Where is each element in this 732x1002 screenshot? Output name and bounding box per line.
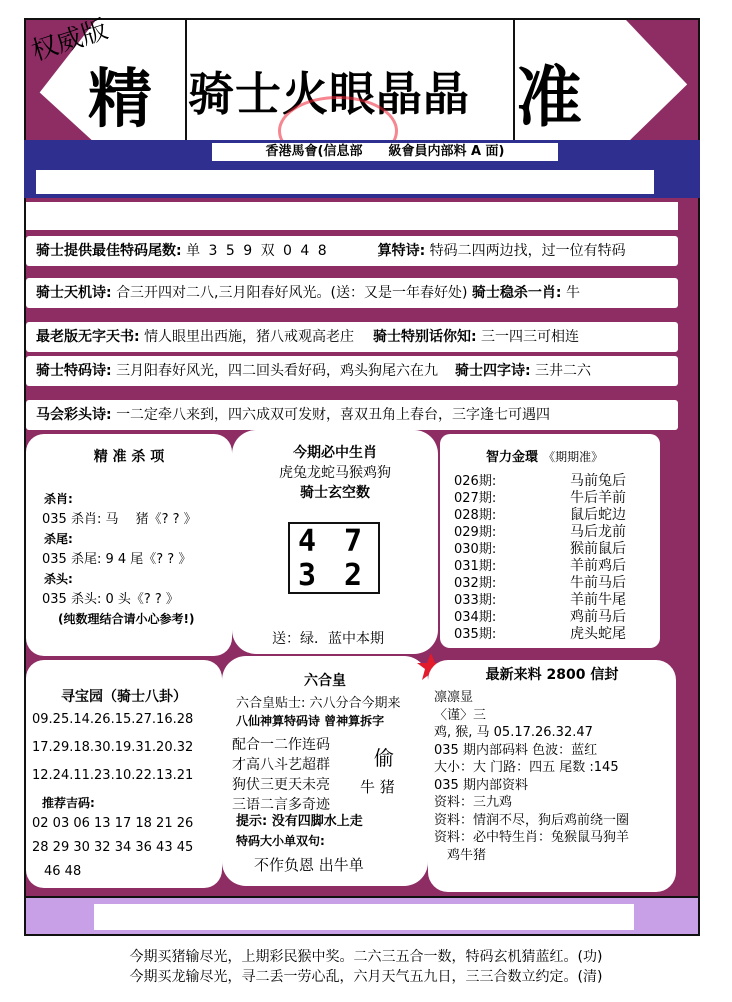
golden-period: 035期: bbox=[454, 627, 497, 642]
kill-zodiac-label: 杀肖: bbox=[44, 492, 73, 506]
title-left-char: 精 bbox=[88, 62, 152, 137]
row-label-2: 骑士四字诗: bbox=[454, 363, 531, 379]
latest-line: 资料：情润不尽，狗后鸡前绕一圈 bbox=[434, 812, 630, 828]
row-jockey-club-poem bbox=[26, 400, 678, 430]
size-value: 不作负恩 出牛单 bbox=[254, 856, 364, 874]
golden-value: 羊前牛尾 bbox=[570, 592, 626, 608]
golden-period: 034期: bbox=[454, 610, 497, 625]
golden-period: 030期: bbox=[454, 542, 497, 557]
six-title: 六合皇 bbox=[304, 673, 346, 689]
kill-tail-value: 035 杀尾: 9 4 尾《? ? 》 bbox=[42, 552, 192, 567]
latest-line: 035 期内部码料 色波：蓝红 bbox=[434, 742, 598, 758]
golden-value: 马后龙前 bbox=[570, 524, 626, 540]
row-wordless-book bbox=[26, 322, 678, 352]
latest-title: 最新来料 2800 信封 bbox=[485, 667, 619, 683]
title-right-char: 准 bbox=[516, 58, 582, 136]
row-value-2: 牛 bbox=[565, 285, 580, 301]
split-char-answer: 牛 猪 bbox=[360, 778, 395, 796]
row-label-2: 算特诗: bbox=[377, 243, 426, 259]
must-title: 今期必中生肖 bbox=[293, 445, 377, 461]
must-sub: 骑士玄空数 bbox=[300, 485, 370, 501]
row-value: 一二定牵八来到，四六成双可发财，喜双丑角上春台，三字逢七可遇四 bbox=[116, 407, 551, 423]
golden-period: 032期: bbox=[454, 576, 497, 591]
golden-title-row bbox=[486, 446, 603, 465]
golden-value: 虎头蛇尾 bbox=[570, 626, 626, 642]
golden-value: 牛后羊前 bbox=[570, 490, 626, 506]
latest-line: 资料：必中特生肖：兔猴鼠马狗羊 bbox=[434, 830, 630, 845]
golden-ring-panel bbox=[440, 434, 660, 648]
footer-line: 今期买猪输尽光，上期彩民猴中奖。二六三五合一数，特码玄机猜蓝红。(功) bbox=[129, 949, 603, 965]
row-label: 骑士提供最佳特码尾数: bbox=[36, 243, 182, 259]
six-harmony-panel bbox=[222, 656, 428, 886]
row-heaven-poem bbox=[26, 278, 678, 308]
latest-line: 大小：大 门路：四五 尾数 :145 bbox=[434, 760, 619, 775]
badge-authoritative: 权威版 bbox=[28, 14, 112, 68]
treasure-row: 12.24.11.23.10.22.13.21 bbox=[32, 768, 194, 783]
size-label: 特码大小单双句: bbox=[236, 834, 325, 848]
mystic-digit: 4 bbox=[298, 524, 317, 559]
treasure-panel bbox=[26, 660, 222, 888]
golden-period: 028期: bbox=[454, 508, 497, 523]
golden-period: 026期: bbox=[454, 474, 497, 489]
row-value-2: 三井二六 bbox=[535, 363, 592, 379]
golden-period: 029期: bbox=[454, 525, 497, 540]
golden-value: 猴前鼠后 bbox=[570, 541, 626, 557]
six-eight-immortals: 八仙神算特码诗 曾神算拆字 bbox=[236, 714, 385, 728]
row-value-2: 特码二四两边找，过一位有特码 bbox=[429, 243, 626, 259]
row-value: 三月阳春好风光，四二回头看好码，鸡头狗尾六在九 bbox=[116, 363, 439, 379]
golden-period: 027期: bbox=[454, 491, 497, 506]
kill-head-value: 035 杀头: 0 头《? ? 》 bbox=[42, 592, 179, 607]
purple-inner-blank bbox=[94, 904, 634, 930]
row-value: 合三开四对二八,三月阳春好风光。(送：又是一年春好处) bbox=[116, 285, 468, 301]
treasure-row: 09.25.14.26.15.27.16.28 bbox=[32, 712, 194, 727]
treasure-title: 寻宝园（骑士八卦） bbox=[61, 689, 187, 705]
row-label: 最老版无字天书: bbox=[36, 329, 140, 345]
kill-note: (纯数理结合请小心参考!) bbox=[58, 612, 195, 626]
row-label: 马会彩头诗: bbox=[36, 407, 112, 423]
golden-period: 033期: bbox=[454, 593, 497, 608]
latest-line: 035 期内部资料 bbox=[434, 777, 528, 793]
lucky-title: 推荐吉码: bbox=[42, 796, 95, 810]
split-char: 偷 bbox=[374, 746, 394, 770]
latest-line: 凛凛显 bbox=[434, 690, 474, 705]
lucky-row: 02 03 06 13 17 18 21 26 bbox=[32, 816, 194, 831]
must-win-panel bbox=[232, 430, 438, 654]
golden-title: 智力金環 bbox=[486, 450, 539, 465]
latest-line: 鸡, 猴, 马 05.17.26.32.47 bbox=[434, 725, 593, 740]
poem-line: 才高八斗艺超群 bbox=[232, 757, 330, 773]
kill-head-label: 杀头: bbox=[44, 572, 73, 586]
six-hint: 提示: 没有四脚水上走 bbox=[236, 814, 363, 829]
blank-strip bbox=[36, 170, 654, 194]
latest-line: 〈谨〉三 bbox=[434, 707, 487, 723]
lucky-row: 46 48 bbox=[44, 864, 82, 879]
poem-line: 狗伏三更天未亮 bbox=[232, 777, 330, 793]
poem-line: 三语二言多奇迹 bbox=[232, 797, 330, 813]
six-tip: 六合皇贴士: 六八分合今期来 bbox=[236, 696, 401, 711]
row-label: 骑士特码诗: bbox=[36, 363, 112, 379]
footer-line: 今期买龙输尽光，寻二丢一劳心乱，六月天气五九日，三三合数立约定。(清) bbox=[129, 969, 603, 985]
golden-value: 牛前马后 bbox=[570, 575, 626, 591]
row-special-poem bbox=[26, 356, 678, 386]
row-value: 单 3 5 9 双 0 4 8 bbox=[186, 243, 329, 259]
mystic-digit: 7 bbox=[344, 524, 363, 559]
mystic-digit: 3 bbox=[298, 558, 317, 593]
mystic-digit: 2 bbox=[344, 558, 363, 593]
row-value-2: 三一四三可相连 bbox=[481, 329, 580, 345]
kill-panel bbox=[26, 434, 232, 656]
latest-line: 鸡牛猪 bbox=[434, 847, 487, 863]
must-send: 送：绿．蓝中本期 bbox=[272, 631, 384, 647]
row-label-2: 骑士特别话你知: bbox=[372, 329, 477, 345]
page-title: 骑士火眼晶晶 bbox=[188, 67, 470, 121]
kill-tail-label: 杀尾: bbox=[44, 532, 73, 546]
lucky-row: 28 29 30 32 34 36 43 45 bbox=[32, 840, 194, 855]
treasure-row: 17.29.18.30.19.31.20.32 bbox=[32, 740, 194, 755]
golden-period: 031期: bbox=[454, 559, 497, 574]
golden-title-note: 《期期准》 bbox=[543, 450, 604, 464]
row-label-2: 骑士稳杀一肖: bbox=[471, 285, 562, 301]
subtitle: 香港馬會(信息部 級會員内部料 A 面) bbox=[212, 143, 558, 161]
golden-value: 鼠后蛇边 bbox=[570, 507, 626, 523]
kill-title: 精 准 杀 项 bbox=[93, 449, 165, 465]
poem-line: 配合一二作连码 bbox=[232, 737, 330, 753]
row-tail-numbers bbox=[26, 236, 678, 266]
golden-value: 羊前鸡后 bbox=[570, 558, 626, 574]
blank-strip-2 bbox=[26, 202, 678, 230]
kill-zodiac-value: 035 杀肖: 马 猪《? ? 》 bbox=[42, 512, 197, 527]
latest-line: 资料：三九鸡 bbox=[434, 795, 513, 810]
golden-value: 马前兔后 bbox=[570, 473, 626, 489]
row-label: 骑士天机诗: bbox=[36, 285, 112, 301]
row-value: 情人眼里出西施，猪八戒观高老庄 bbox=[144, 329, 355, 345]
latest-panel bbox=[428, 660, 676, 892]
golden-value: 鸡前马后 bbox=[570, 609, 626, 625]
must-zodiac: 虎兔龙蛇马猴鸡狗 bbox=[279, 465, 391, 481]
